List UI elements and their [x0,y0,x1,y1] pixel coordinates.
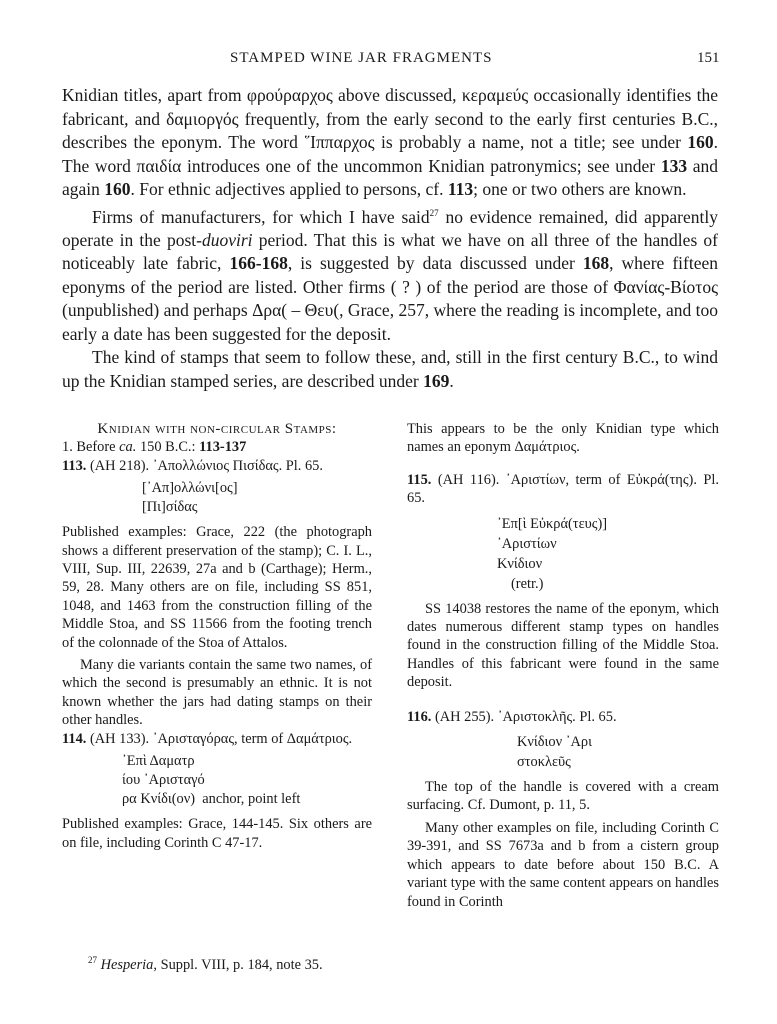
text: (AH 218). ᾿Απολλώνιος Πισίδας. Pl. 65. [86,457,323,474]
body-text [62,84,718,393]
text: no evidence remained, did apparently operate in the post- [62,206,718,250]
stamp-inscription [497,514,719,594]
stamp-line: ᾿Αριστίων [497,535,557,552]
left-column [62,420,372,852]
stamp-line: [Πι]σίδας [142,499,198,516]
footnote-marker: 27 [429,207,439,218]
right-column [407,420,719,911]
text: Knidian titles, apart from φρούραρχος above discussed, κεραμεύς occasionally identifies the fabricant, and δαμιοργός frequently, from the early second to the early first centuries B.C., describes the eponym. The word ῞Ιππαρχος is probably a name, not a title; see under [62,85,718,152]
paragraph-1 [62,84,718,202]
text: , Suppl. VIII, p. 184, note 35. [153,956,323,973]
entry-115-text: SS 14038 restores the name of the eponym, which dates numerous different stamp types on handles found in the construction filling of the Middle Stoa. Handles of this fabricant were found in the same deposit. [407,600,719,691]
entry-114-text: Published examples: Grace, 144-145. Six others are on file, including Corinth C 47-17. [62,816,372,851]
stamp-line [122,790,372,809]
text: ca. [119,439,137,456]
entry-116-note: Many other examples on file, including Corinth C 39-391, and SS 7673a and b from a cistern group which appears to date before about 150 B.C. A variant type with the same content appears on handles found in Corinth [407,819,719,910]
cross-reference: 160 [104,179,131,199]
entry-113-text: Published examples: Grace, 222 (the photograph shows a different preservation of the stamp); C. I. L., VIII, Sup. III, 22639, 27a and b (Carthage); Herm., 59, 28. Many others are on file, including SS 851, 1048, and 1463 from the construction filling of the Middle Stoa, and SS 11566 from the footing trench of the colonnade of the Stoa of Attalos. [62,524,372,651]
text: period. That this is what we have on all three of the handles of noticeably late fabric, [62,229,718,274]
text: Firms of manufacturers, for which I have said [92,206,430,227]
page-number: 151 [697,50,720,66]
stamp-line: ᾿Επ[ὶ Εὐκρά(τευς)] [497,515,608,532]
entry-range: 113-137 [199,439,247,456]
cross-reference: 160 [687,132,714,152]
stamp-line: ίου ᾿Αρισταγό [122,772,205,789]
entry-113-note: Many die variants contain the same two names, of which the second is presumably an ethnic. It is not known whether the jars had dating stamps on their other handles. [62,657,372,729]
text: , where fifteen eponyms of the period are listed. Other firms ( ? ) of the period are those of Φανίας-Βίοτος (unpublished) and perhaps Δρα( – Θευ(, Grace, 257, where the reading is incomplete, and too early a date has been suggested for the deposit. [62,253,719,344]
footnote [88,955,323,974]
entry-114-heading [62,730,372,748]
text: duoviri [201,229,253,250]
cross-reference: 133 [660,155,688,176]
text: 1. Before [62,439,120,456]
text: (AH 255). ᾿Αριστοκλῆς. Pl. 65. [431,708,617,725]
stamp-line: Κνίδιον ᾿Αρι [517,734,592,751]
entry-116-heading [407,708,719,726]
stamp-inscription [142,479,372,517]
entry-116-text: The top of the handle is covered with a cream surfacing. Cf. Dumont, p. 11, 5. [407,779,719,814]
stamp-line: στοκλεῦς [517,754,571,771]
entry-113-heading [62,457,372,475]
text: The kind of stamps that seem to follow these, and, still in the first century B.C., to wind up the Knidian stamped series, are described under [62,347,718,391]
text: Hesperia [100,956,154,973]
cross-reference: 113 [447,179,474,199]
stamp-note: (retr.) [511,575,544,592]
running-title: STAMPED WINE JAR FRAGMENTS [230,50,493,66]
cross-reference: 168 [582,253,610,274]
text: . [449,370,454,391]
text: . The word παιδία introduces one of the uncommon Knidian patronymics; see under [62,132,718,176]
text: 150 B.C.: [136,439,200,456]
footnote-marker: 27 [88,955,97,965]
text: and again [62,155,718,199]
stamp-line: Κνίδιον [497,555,543,572]
text: (AH 133). ᾿Αρισταγόρας, term of Δαμάτριος. [86,730,353,747]
paragraph-2 [62,202,718,347]
stamp-device-note: anchor, point left [202,791,301,808]
paragraph-3 [62,346,718,393]
entry-number: 114. [62,730,87,747]
text: ; one or two others are known. [473,179,687,199]
text: (AH 116). ᾿Αριστίων, term of Εὐκρά(της). Pl. 65. [407,471,719,507]
cross-reference: 169 [423,370,450,391]
section-heading: Knidian with non-circular Stamps: [97,421,337,437]
text: . For ethnic adjectives applied to persons, cf. [130,179,448,199]
stamp-line: ᾿Επὶ Δαματρ [122,753,195,770]
entry-number: 115. [407,471,432,488]
stamp-inscription [122,752,372,809]
entry-number: 113. [62,457,87,474]
entry-number: 116. [407,708,432,725]
entry-114-continuation: This appears to be the only Knidian type which names an eponym Δαμάτριος. [407,421,719,456]
text: , is suggested by data discussed under [287,253,583,274]
subsection-heading [62,438,372,456]
stamp-line: [᾿Απ]ολλώνι[ος] [142,480,238,497]
entry-115-heading [407,471,719,508]
stamp-inscription [517,732,719,772]
text: ρα Κνίδι(ον) [122,791,196,808]
cross-reference: 166-168 [229,253,288,274]
